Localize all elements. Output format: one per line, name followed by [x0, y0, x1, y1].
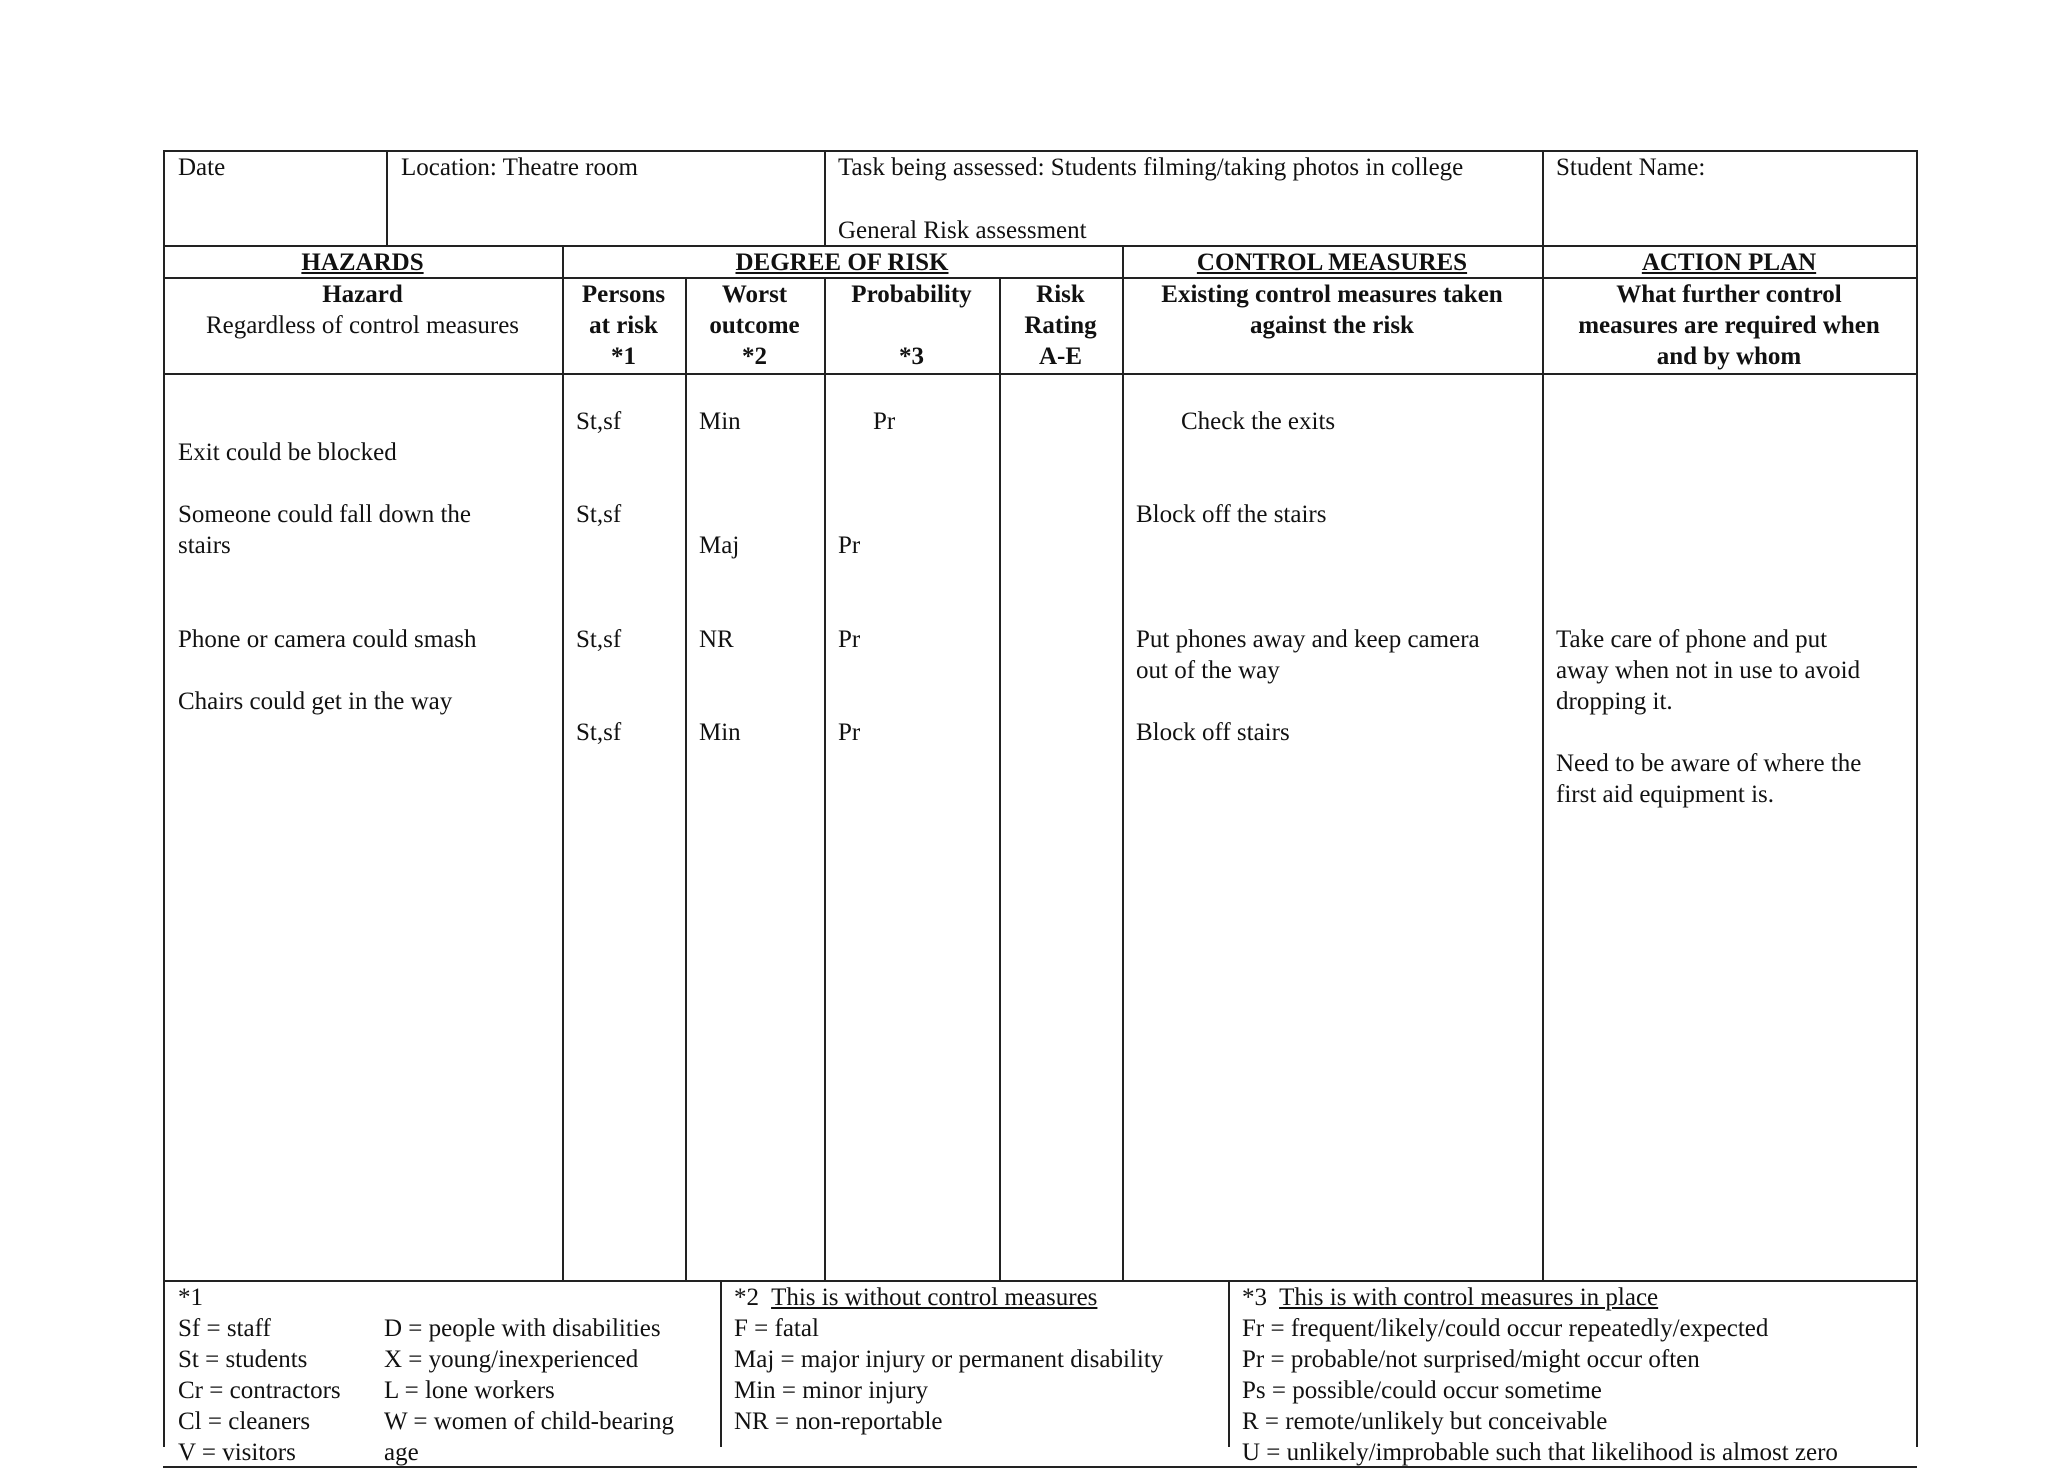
- legend2-num: *2: [734, 1284, 759, 1311]
- legend3-num: *3: [1242, 1284, 1267, 1311]
- legend1-item: St = students: [178, 1346, 308, 1373]
- hazard-item: Exit could be blocked: [178, 439, 397, 466]
- legend3-item: R = remote/unlikely but conceivable: [1242, 1408, 1608, 1435]
- control-cell: out of the way: [1136, 657, 1280, 684]
- action-cell: dropping it.: [1556, 688, 1673, 715]
- existing-col-line1: Existing control measures taken: [1161, 281, 1503, 308]
- hazard-col-sub: Regardless of control measures: [205, 312, 520, 339]
- legend3-heading: [1242, 1282, 1658, 1313]
- action-cell: first aid equipment is.: [1556, 781, 1775, 808]
- legend1-item: W = women of child-bearing: [384, 1408, 674, 1435]
- further-col-line2: measures are required when: [1578, 312, 1880, 339]
- persons-cell: St,sf: [576, 626, 622, 653]
- hazard-item: Chairs could get in the way: [178, 688, 453, 715]
- legend1-item: X = young/inexperienced: [384, 1346, 639, 1373]
- date-label: Date: [178, 154, 226, 181]
- worst-cell: Min: [699, 408, 741, 435]
- legend1-title: *1: [178, 1284, 203, 1311]
- probability-cell: Pr: [838, 719, 861, 746]
- persons-col-line1: Persons: [581, 281, 666, 308]
- action-cell: away when not in use to avoid: [1556, 657, 1861, 684]
- worst-cell: NR: [699, 626, 734, 653]
- persons-col-line3: *1: [611, 343, 636, 370]
- rating-col-line3: A-E: [1038, 343, 1083, 370]
- degree-heading: DEGREE OF RISK: [735, 249, 949, 276]
- legend1-item: D = people with disabilities: [384, 1315, 661, 1342]
- action-cell: Take care of phone and put: [1556, 626, 1828, 653]
- hazards-heading: HAZARDS: [301, 249, 424, 276]
- legend1-item: Sf = staff: [178, 1315, 271, 1342]
- hazard-item: Phone or camera could smash: [178, 626, 477, 653]
- legend3-item: Ps = possible/could occur sometime: [1242, 1377, 1602, 1404]
- probability-col-line2: *3: [899, 343, 924, 370]
- legend2-title: This is without control measures: [771, 1284, 1098, 1311]
- legend2-item: F = fatal: [734, 1315, 819, 1342]
- persons-cell: St,sf: [576, 408, 622, 435]
- control-cell: Put phones away and keep camera: [1136, 626, 1480, 653]
- further-col-line3: and by whom: [1656, 343, 1802, 370]
- legend3-item: Pr = probable/not surprised/might occur often: [1242, 1346, 1700, 1373]
- task-label: Task being assessed: Students filming/taking photos in college: [838, 154, 1464, 181]
- legend1-item: L = lone workers: [384, 1377, 555, 1404]
- persons-cell: St,sf: [576, 719, 622, 746]
- worst-cell: Min: [699, 719, 741, 746]
- legend1-item: Cr = contractors: [178, 1377, 341, 1404]
- worst-col-line2: outcome: [709, 312, 800, 339]
- legend2-item: Min = minor injury: [734, 1377, 928, 1404]
- worst-cell: Maj: [699, 532, 740, 559]
- legend1-item: age: [384, 1439, 419, 1466]
- action-cell: Need to be aware of where the: [1556, 750, 1862, 777]
- hazard-col-title: Hazard: [322, 281, 403, 308]
- legend2-item: NR = non-reportable: [734, 1408, 943, 1435]
- probability-cell: Pr: [838, 626, 861, 653]
- legend3-item: U = unlikely/improbable such that likelihood is almost zero: [1242, 1439, 1838, 1466]
- hazard-item: Someone could fall down the: [178, 501, 471, 528]
- legend2-heading: [734, 1282, 1097, 1313]
- action-heading: ACTION PLAN: [1641, 249, 1817, 276]
- control-cell: Check the exits: [1181, 408, 1336, 435]
- legend2-item: Maj = major injury or permanent disability: [734, 1346, 1164, 1373]
- legend3-title: This is with control measures in place: [1279, 1284, 1659, 1311]
- legend1-item: Cl = cleaners: [178, 1408, 311, 1435]
- rating-col-line1: Risk: [1036, 281, 1085, 308]
- worst-col-line1: Worst: [721, 281, 788, 308]
- student-name-label: Student Name:: [1556, 154, 1706, 181]
- location-label: Location: Theatre room: [401, 154, 638, 181]
- legend3-item: Fr = frequent/likely/could occur repeatedly/expected: [1242, 1315, 1769, 1342]
- legend1-item: V = visitors: [178, 1439, 296, 1466]
- control-cell: Block off the stairs: [1136, 501, 1327, 528]
- task-sub-label: General Risk assessment: [838, 217, 1087, 244]
- further-col-line1: What further control: [1616, 281, 1842, 308]
- control-heading: CONTROL MEASURES: [1196, 249, 1468, 276]
- rating-col-line2: Rating: [1024, 312, 1097, 339]
- worst-col-line3: *2: [742, 343, 767, 370]
- persons-cell: St,sf: [576, 501, 622, 528]
- probability-cell: Pr: [838, 532, 861, 559]
- probability-cell: Pr: [873, 408, 896, 435]
- hazard-item: stairs: [178, 532, 231, 559]
- probability-col-line1: Probability: [851, 281, 972, 308]
- existing-col-line2: against the risk: [1250, 312, 1414, 339]
- control-cell: Block off stairs: [1136, 719, 1290, 746]
- persons-col-line2: at risk: [589, 312, 658, 339]
